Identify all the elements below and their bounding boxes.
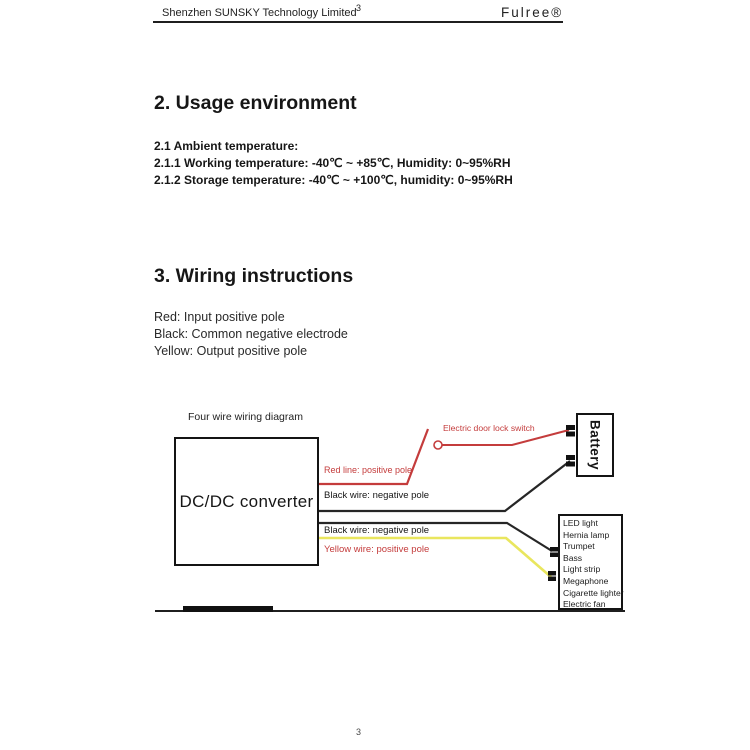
door-lock-switch-label: Electric door lock switch: [443, 423, 535, 433]
black-wire-top-label: Black wire: negative pole: [324, 490, 430, 501]
battery-box: [576, 413, 614, 477]
load-list-box: [558, 514, 623, 610]
load-item-cigarette-lighter: Cigarette lighter: [563, 587, 624, 598]
black-wire-bottom-label: Black wire: negative pole: [324, 525, 430, 536]
load-terminal-yellow: [548, 571, 556, 581]
header-brand-logo: Fulree®: [501, 5, 564, 20]
bottom-thick-bar: [183, 606, 273, 612]
battery-label: Battery: [587, 419, 603, 471]
section3-line-yellow: Yellow: Output positive pole: [154, 344, 308, 358]
section2-title: 2. Usage environment: [154, 92, 357, 114]
door-lock-switch-icon: [434, 441, 442, 449]
red-wire-label: Red line: positive pole: [324, 465, 413, 475]
load-item-trumpet: Trumpet: [563, 541, 595, 552]
load-terminal-black: [550, 547, 558, 557]
bottom-baseline: [155, 610, 625, 612]
load-item-megaphone: Megaphone: [563, 575, 609, 586]
load-item-hernia-lamp: Hernia lamp: [563, 529, 610, 540]
section3-title: 3. Wiring instructions: [154, 265, 354, 287]
section2-line-ambient: 2.1 Ambient temperature:: [154, 139, 299, 153]
dcdc-converter-box: [174, 437, 319, 566]
diagram-title: Four wire wiring diagram: [188, 411, 303, 423]
footer-page-number: 3: [356, 727, 362, 737]
load-item-light-strip: Light strip: [563, 564, 601, 575]
section2-line-working-temp: 2.1.1 Working temperature: -40℃ ~ +85℃, Humidity: 0~95%RH: [154, 156, 511, 170]
section2-line-storage-temp: 2.1.2 Storage temperature: -40℃ ~ +100℃, humidity: 0~95%RH: [154, 173, 513, 187]
load-item-bass: Bass: [563, 552, 583, 563]
yellow-wire-label: Yellow wire: positive pole: [324, 544, 430, 555]
section3-line-red: Red: Input positive pole: [154, 310, 285, 324]
header-rule: [153, 21, 563, 23]
header-company-name: Shenzhen SUNSKY Technology Limited: [162, 7, 357, 19]
red-wire-segment: [319, 429, 428, 484]
battery-positive-terminal: [566, 425, 575, 437]
load-item-led-light: LED light: [563, 518, 598, 528]
battery-negative-terminal: [566, 455, 575, 467]
header-superscript-page: 3: [356, 3, 362, 13]
dcdc-converter-label: DC/DC converter: [179, 491, 314, 511]
load-item-electric-fan: Electric fan: [563, 599, 606, 610]
section3-line-black: Black: Common negative electrode: [154, 327, 348, 341]
